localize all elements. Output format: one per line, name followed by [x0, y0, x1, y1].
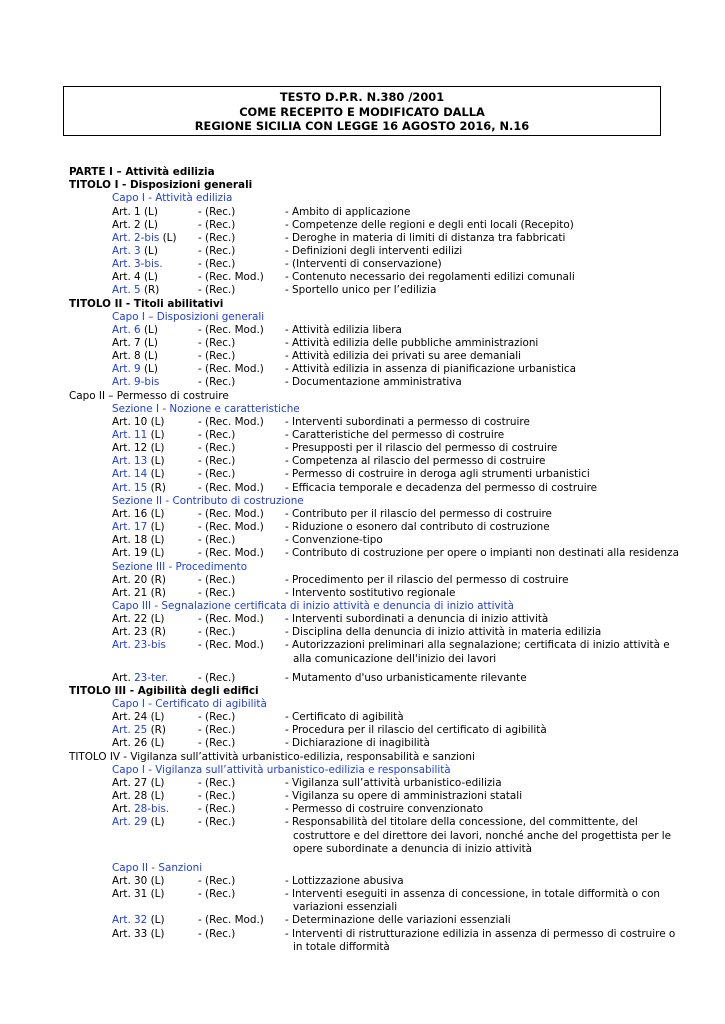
article-label: Art. 12 (L) — [112, 442, 165, 455]
article-label: (L) — [147, 914, 165, 927]
reception-status: - (Rec. Mod.) — [198, 521, 264, 533]
article-label: Art. 19 (L) — [112, 547, 165, 560]
reception-status: - (Rec.) — [198, 790, 236, 802]
article-row — [0, 547, 725, 560]
article-row — [0, 790, 725, 803]
article-label: Art. 16 (L) — [112, 507, 165, 520]
article-label: (L) — [159, 231, 177, 244]
article-link[interactable]: Art. 9-bis — [112, 376, 160, 389]
article-number — [112, 777, 164, 790]
article-label: Art. 4 (L) — [112, 271, 158, 284]
article-number — [112, 482, 166, 495]
reception-status: - (Rec.) — [198, 573, 236, 586]
reception-status: - (Rec.) — [198, 376, 236, 389]
article-row — [0, 206, 725, 219]
article-row — [0, 626, 725, 639]
article-description: - Riduzione o esonero dal contributo di costruzione — [285, 521, 550, 533]
heading-title: TITOLO I - Disposizioni generali — [69, 179, 253, 192]
article-row — [0, 888, 725, 901]
article-number — [112, 875, 164, 888]
reception-status: - (Rec.) — [198, 534, 236, 547]
article-label: (R) — [140, 284, 160, 297]
article-link[interactable]: Art. 5 — [112, 284, 141, 297]
section-link[interactable]: Sezione I - Nozione e caratteristiche — [112, 402, 300, 415]
article-row — [0, 245, 725, 258]
reception-status: - (Rec.) — [198, 711, 236, 724]
article-link[interactable]: Art. 23-bis — [112, 639, 166, 652]
article-description: - Documentazione amministrativa — [285, 376, 462, 389]
reception-status: - (Rec.) — [198, 776, 236, 789]
document-title-box — [63, 86, 661, 136]
article-link[interactable]: Art. 6 — [112, 323, 141, 336]
article-number — [112, 508, 164, 521]
article-row — [0, 803, 725, 816]
article-description: - Procedura per il rilascio del certificato di agibilità — [285, 724, 547, 737]
article-description: - Permesso di costruire in deroga agli strumenti urbanistici — [285, 468, 590, 481]
article-description: - (Interventi di conservazione) — [285, 258, 442, 271]
reception-status: - (Rec. Mod.) — [198, 271, 264, 284]
reception-status: - (Rec.) — [198, 468, 236, 481]
article-link[interactable]: Art. 9 — [112, 363, 141, 376]
description-continuation: variazioni essenziali — [293, 901, 398, 914]
article-description: - Lottizzazione abusiva — [285, 874, 404, 887]
article-label: Art. 7 (L) — [112, 336, 158, 349]
title-line-3: REGIONE SICILIA CON LEGGE 16 AGOSTO 2016, N.16 — [194, 119, 530, 134]
article-description: - Caratteristiche del permesso di costruire — [285, 429, 505, 441]
article-number — [112, 521, 165, 534]
article-number — [112, 468, 165, 481]
article-link[interactable]: Art. 29 — [112, 816, 148, 829]
article-description: - Vigilanza su opere di amministrazioni statali — [285, 790, 523, 802]
article-row — [0, 875, 725, 888]
article-number — [112, 711, 164, 724]
article-label: (L) — [147, 468, 165, 481]
reception-status: - (Rec. Mod.) — [198, 481, 264, 494]
article-description: - Determinazione delle variazioni essenziali — [285, 914, 511, 927]
description-continuation: costruttore e del direttore dei lavori, nonché anche del progettista per le — [293, 829, 672, 842]
article-number — [112, 245, 158, 258]
article-number — [112, 232, 177, 245]
reception-status: - (Rec. Mod.) — [198, 914, 264, 927]
article-row — [0, 337, 725, 350]
article-row — [0, 914, 725, 927]
reception-status: - (Rec.) — [198, 218, 236, 231]
article-description: - Vigilanza sull’attività urbanistico-edilizia — [285, 776, 502, 789]
article-description: - Competenze delle regioni e degli enti locali (Recepito) — [285, 218, 574, 231]
article-number — [112, 206, 158, 219]
article-label: (L) — [140, 244, 158, 257]
article-row — [0, 376, 725, 389]
article-number — [112, 587, 166, 600]
article-row — [0, 271, 725, 284]
article-row — [0, 284, 725, 297]
article-description: - Definizioni degli interventi edilizi — [285, 244, 463, 257]
reception-status: - (Rec.) — [198, 284, 236, 297]
article-number — [112, 416, 164, 429]
section-link[interactable]: Sezione III - Procedimento — [112, 560, 248, 573]
article-link[interactable]: Art. 14 — [112, 468, 148, 481]
article-number — [112, 258, 163, 271]
article-description: - Responsabilità del titolare della concessione, del committente, del — [285, 816, 638, 829]
article-label: Art. 22 (L) — [112, 613, 165, 626]
reception-status: - (Rec.) — [198, 244, 236, 257]
article-row — [0, 639, 725, 652]
article-link[interactable]: Art. 25 — [112, 724, 148, 737]
article-number — [112, 724, 166, 737]
reception-status: - (Rec.) — [198, 442, 236, 455]
article-description: - Procedimento per il rilascio del permesso di costruire — [285, 573, 569, 586]
article-label: Art. 24 (L) — [112, 711, 165, 724]
article-number — [112, 928, 164, 941]
article-number — [112, 271, 158, 284]
article-label: Art. 18 (L) — [112, 534, 165, 547]
article-row — [0, 482, 725, 495]
article-description: - Interventi subordinati a denuncia di inizio attività — [285, 613, 549, 626]
article-label: Art. 31 (L) — [112, 888, 165, 901]
reception-status: - (Rec.) — [198, 231, 236, 244]
article-row — [0, 324, 725, 337]
article-description: - Mutamento d'uso urbanisticamente rilevante — [285, 671, 527, 684]
article-link[interactable]: 28-bis. — [134, 803, 170, 816]
article-row — [0, 350, 725, 363]
article-label: (L) — [147, 455, 165, 468]
heading-title: TITOLO II - Titoli abilitativi — [69, 297, 224, 310]
article-label: Art. 23 (R) — [112, 626, 166, 639]
article-row — [0, 534, 725, 547]
article-number — [112, 455, 165, 468]
article-row — [0, 724, 725, 737]
article-label: (L) — [147, 816, 165, 829]
article-description: - Intervento sostitutivo regionale — [285, 586, 456, 599]
article-number — [112, 613, 164, 626]
article-row — [0, 442, 725, 455]
section-link[interactable]: Capo II - Sanzioni — [112, 861, 203, 874]
article-row — [0, 219, 725, 232]
reception-status: - (Rec. Mod.) — [198, 547, 264, 560]
section-heading: Capo II – Permesso di costruire — [69, 389, 229, 402]
article-label: (R) — [147, 724, 166, 737]
article-row — [0, 587, 725, 600]
section-link[interactable]: Capo I - Vigilanza sull’attività urbanistico-edilizia e responsabilità — [112, 763, 451, 776]
article-row — [0, 613, 725, 626]
reception-status: - (Rec.) — [198, 803, 236, 816]
article-number — [112, 639, 166, 652]
article-number — [112, 547, 164, 560]
article-row — [0, 711, 725, 724]
article-label: (L) — [140, 323, 158, 336]
article-description: - Competenza al rilascio del permesso di costruire — [285, 455, 546, 468]
article-label: Art. — [112, 671, 135, 684]
section-link[interactable]: Capo I – Disposizioni generali — [112, 310, 265, 323]
reception-status: - (Rec.) — [198, 626, 236, 639]
article-number — [112, 363, 158, 376]
article-number — [112, 672, 168, 685]
reception-status: - (Rec.) — [198, 888, 236, 901]
article-row — [0, 816, 725, 829]
article-description: - Dichiarazione di inagibilità — [285, 737, 430, 750]
article-number — [112, 888, 164, 901]
section-link[interactable]: Sezione II - Contributo di costruzione — [112, 494, 304, 507]
reception-status: - (Rec.) — [198, 671, 236, 684]
article-number — [112, 574, 166, 587]
heading-title: PARTE I – Attività edilizia — [69, 166, 215, 178]
reception-status: - (Rec. Mod.) — [198, 323, 264, 336]
article-row — [0, 672, 725, 685]
title-line-2: COME RECEPITO E MODIFICATO DALLA — [239, 104, 485, 119]
article-row — [0, 737, 725, 750]
article-label: Art. 33 (L) — [112, 927, 165, 940]
article-label: (L) — [140, 363, 158, 376]
article-label: (L) — [147, 429, 165, 441]
reception-status: - (Rec. Mod.) — [198, 639, 264, 652]
article-description: - Ambito di applicazione — [285, 205, 411, 218]
article-description: - Contributo per il rilascio del permesso di costruire — [285, 507, 552, 520]
reception-status: - (Rec. Mod.) — [198, 613, 264, 626]
article-number — [112, 337, 158, 350]
reception-status: - (Rec.) — [198, 429, 236, 441]
article-link[interactable]: Art. 11 — [112, 429, 148, 441]
article-number — [112, 442, 164, 455]
article-description: - Attività edilizia in assenza di pianificazione urbanistica — [285, 363, 576, 376]
article-label: (R) — [147, 481, 166, 494]
article-link[interactable]: 23-ter. — [134, 671, 169, 684]
article-description: - Attività edilizia dei privati su aree demaniali — [285, 350, 522, 363]
article-description: - Deroghe in materia di limiti di distanza tra fabbricati — [285, 231, 566, 244]
article-label: Art. 1 (L) — [112, 205, 158, 218]
description-continuation: alla comunicazione dell'inizio dei lavori — [293, 652, 497, 665]
description-continuation: in totale difformità — [293, 940, 390, 953]
article-description: - Contenuto necessario dei regolamenti edilizi comunali — [285, 271, 575, 284]
article-label: Art. 27 (L) — [112, 776, 165, 789]
article-label: Art. 26 (L) — [112, 737, 165, 750]
article-link[interactable]: Art. 3 — [112, 244, 141, 257]
article-number — [112, 626, 166, 639]
section-heading: TITOLO IV - Vigilanza sull’attività urbanistico-edilizia, responsabilità e sanzioni — [69, 750, 475, 763]
article-number — [112, 429, 165, 442]
reception-status: - (Rec.) — [198, 927, 236, 940]
reception-status: - (Rec.) — [198, 724, 236, 737]
article-link[interactable]: Art. 17 — [112, 521, 148, 533]
section-link[interactable]: Capo I - Attività edilizia — [112, 192, 233, 205]
article-description: - Attività edilizia libera — [285, 323, 402, 336]
article-description: - Efficacia temporale e decadenza del permesso di costruire — [285, 481, 598, 494]
reception-status: - (Rec.) — [198, 455, 236, 468]
section-link[interactable]: Capo III - Segnalazione certificata di inizio attività e denuncia di inizio attività — [112, 599, 514, 612]
article-row — [0, 574, 725, 587]
article-number — [112, 737, 164, 750]
article-link[interactable]: Art. 32 — [112, 914, 148, 927]
article-row — [0, 429, 725, 442]
article-link[interactable]: Art. 13 — [112, 455, 148, 468]
article-number — [112, 803, 169, 816]
article-number — [112, 284, 159, 297]
section-link[interactable]: Capo I - Certificato di agibilità — [112, 698, 267, 710]
article-label: Art. 20 (R) — [112, 573, 166, 586]
heading-title: TITOLO III - Agibilità degli edifici — [69, 684, 259, 697]
article-description: - Interventi eseguiti in assenza di concessione, in totale difformità o con — [285, 888, 661, 901]
reception-status: - (Rec.) — [198, 586, 236, 599]
article-description: - Autorizzazioni preliminari alla segnalazione; certificata di inizio attività e — [285, 639, 670, 652]
article-row — [0, 363, 725, 376]
article-description: - Permesso di costruire convenzionato — [285, 803, 484, 816]
article-label: (L) — [147, 521, 165, 533]
title-line-1: TESTO D.P.R. N.380 /2001 — [279, 90, 445, 104]
article-description: - Interventi subordinati a permesso di costruire — [285, 415, 530, 428]
article-row — [0, 232, 725, 245]
article-label: Art. 2 (L) — [112, 218, 158, 231]
article-description: - Interventi di ristrutturazione edilizia in assenza di permesso di costruire o — [285, 927, 676, 940]
reception-status: - (Rec. Mod.) — [198, 363, 264, 376]
article-description: - Contributo di costruzione per opere o impianti non destinati alla residenza — [285, 547, 679, 560]
article-number — [112, 324, 158, 337]
reception-status: - (Rec.) — [198, 258, 236, 271]
reception-status: - (Rec. Mod.) — [198, 415, 264, 428]
description-continuation: opere subordinate a denuncia di inizio attività — [293, 842, 533, 855]
article-number — [112, 816, 165, 829]
reception-status: - (Rec.) — [198, 350, 236, 363]
article-row — [0, 777, 725, 790]
article-description: - Presupposti per il rilascio del permesso di costruire — [285, 442, 558, 455]
reception-status: - (Rec.) — [198, 816, 236, 829]
article-number — [112, 219, 158, 232]
article-number — [112, 914, 165, 927]
article-label: Art. 28 (L) — [112, 790, 165, 802]
article-number — [112, 376, 159, 389]
article-label: Art. 8 (L) — [112, 350, 158, 363]
article-row — [0, 508, 725, 521]
article-description: - Attività edilizia delle pubbliche amministrazioni — [285, 336, 539, 349]
article-link[interactable]: Art. 15 — [112, 481, 148, 494]
article-row — [0, 521, 725, 534]
article-row — [0, 416, 725, 429]
reception-status: - (Rec.) — [198, 874, 236, 887]
article-label: Art. 10 (L) — [112, 415, 165, 428]
article-label: Art. 21 (R) — [112, 586, 166, 599]
reception-status: - (Rec.) — [198, 205, 236, 218]
article-row — [0, 455, 725, 468]
article-description: - Certificato di agibilità — [285, 711, 404, 724]
article-number — [112, 350, 158, 363]
article-description: - Disciplina della denuncia di inizio attività in materia edilizia — [285, 626, 602, 639]
article-link[interactable]: Art. 2-bis — [112, 231, 160, 244]
article-number — [112, 534, 164, 547]
reception-status: - (Rec.) — [198, 737, 236, 750]
reception-status: - (Rec. Mod.) — [198, 507, 264, 520]
article-description: - Sportello unico per l’edilizia — [285, 284, 437, 297]
article-row — [0, 258, 725, 271]
article-label: Art. — [112, 803, 135, 816]
article-number — [112, 790, 164, 803]
article-row — [0, 928, 725, 941]
article-label: Art. 30 (L) — [112, 874, 165, 887]
article-row — [0, 468, 725, 481]
article-description: - Convenzione-tipo — [285, 534, 383, 547]
article-link[interactable]: Art. 3-bis. — [112, 258, 163, 271]
reception-status: - (Rec.) — [198, 336, 236, 349]
